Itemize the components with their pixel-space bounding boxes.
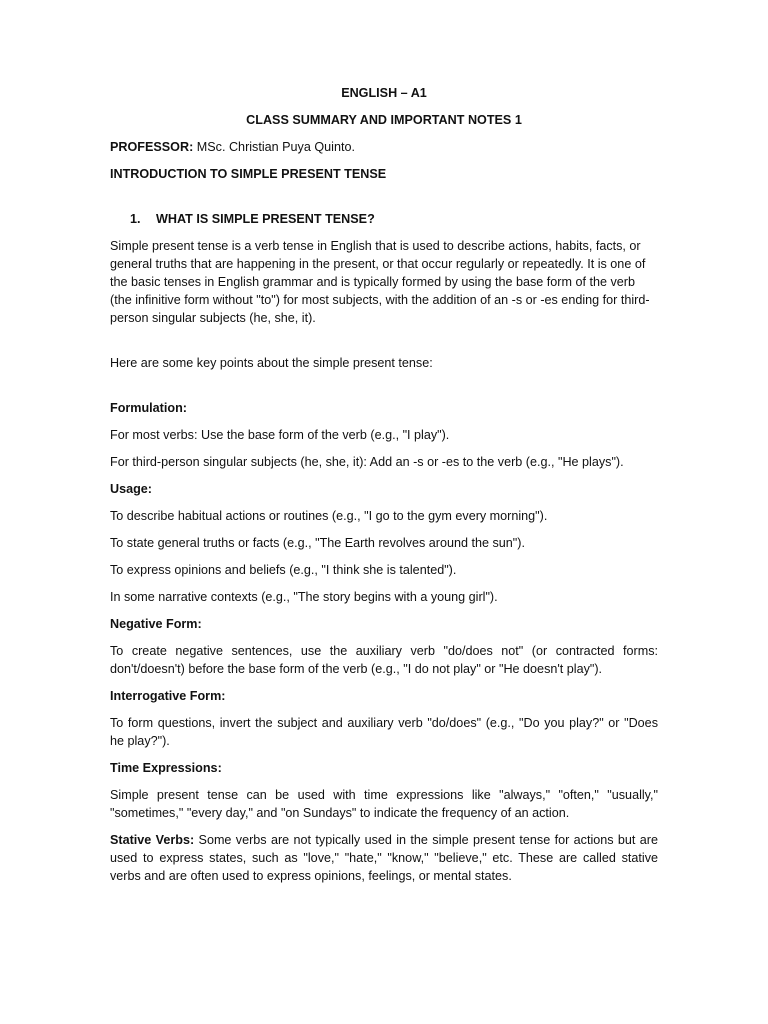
document-subtitle: CLASS SUMMARY AND IMPORTANT NOTES 1 bbox=[246, 113, 522, 127]
section-number: 1. bbox=[130, 212, 141, 226]
intro-heading: INTRODUCTION TO SIMPLE PRESENT TENSE bbox=[110, 167, 387, 181]
document-body bbox=[110, 84, 658, 894]
formulation-heading: Formulation: bbox=[110, 401, 187, 415]
usage-item: To describe habitual actions or routines (e.g., "I go to the gym every morning"). bbox=[110, 509, 548, 523]
professor-label: PROFESSOR: bbox=[110, 140, 194, 154]
usage-item: To state general truths or facts (e.g., "The Earth revolves around the sun"). bbox=[110, 536, 525, 550]
usage-item: In some narrative contexts (e.g., "The story begins with a young girl"). bbox=[110, 590, 498, 604]
formulation-item: For third-person singular subjects (he, she, it): Add an -s or -es to the verb (e.g., "He plays"). bbox=[110, 455, 624, 469]
section-title: WHAT IS SIMPLE PRESENT TENSE? bbox=[156, 212, 375, 226]
formulation-item: For most verbs: Use the base form of the verb (e.g., "I play"). bbox=[110, 428, 450, 442]
spacer bbox=[110, 336, 658, 354]
interrogative-paragraph: To form questions, invert the subject and auxiliary verb "do/does" (e.g., "Do you play?" or "Does he play?"). bbox=[110, 716, 658, 748]
time-expressions-heading: Time Expressions: bbox=[110, 761, 222, 775]
definition-paragraph: Simple present tense is a verb tense in English that is used to describe actions, habits, facts, or general truths that are happening in the present, or that occur regularly or repeatedly. It is one of the basic tenses in English grammar and is typically formed by using the base form of the verb (the infinitive form without "to") for most subjects, with the addition of an -s or -es ending for third-person singular subjects (he, she, it). bbox=[110, 239, 650, 325]
section-heading bbox=[110, 210, 658, 228]
stative-text: Some verbs are not typically used in the simple present tense for actions but are used to express states, such as "love," "hate," "know," "believe," etc. These are called stative verbs and are often used to express opinions, feelings, or mental states. bbox=[110, 833, 658, 883]
negative-heading: Negative Form: bbox=[110, 617, 202, 631]
spacer bbox=[110, 192, 658, 210]
stative-label: Stative Verbs: bbox=[110, 833, 195, 847]
document-title: ENGLISH – A1 bbox=[341, 86, 427, 100]
negative-paragraph: To create negative sentences, use the auxiliary verb "do/does not" (or contracted forms: don't/doesn't) before the base form of the verb (e.g., "I do not play" or "He doesn't play"). bbox=[110, 644, 658, 676]
professor-line bbox=[110, 138, 658, 156]
stative-paragraph bbox=[110, 831, 658, 885]
usage-item: To express opinions and beliefs (e.g., "I think she is talented"). bbox=[110, 563, 457, 577]
professor-name: MSc. Christian Puya Quinto. bbox=[193, 140, 355, 154]
spacer bbox=[110, 381, 658, 399]
time-expressions-paragraph: Simple present tense can be used with time expressions like "always," "often," "usually," "sometimes," "every day," and "on Sundays" to indicate the frequency of an action. bbox=[110, 788, 658, 820]
interrogative-heading: Interrogative Form: bbox=[110, 689, 226, 703]
key-points-intro: Here are some key points about the simple present tense: bbox=[110, 356, 433, 370]
usage-heading: Usage: bbox=[110, 482, 152, 496]
